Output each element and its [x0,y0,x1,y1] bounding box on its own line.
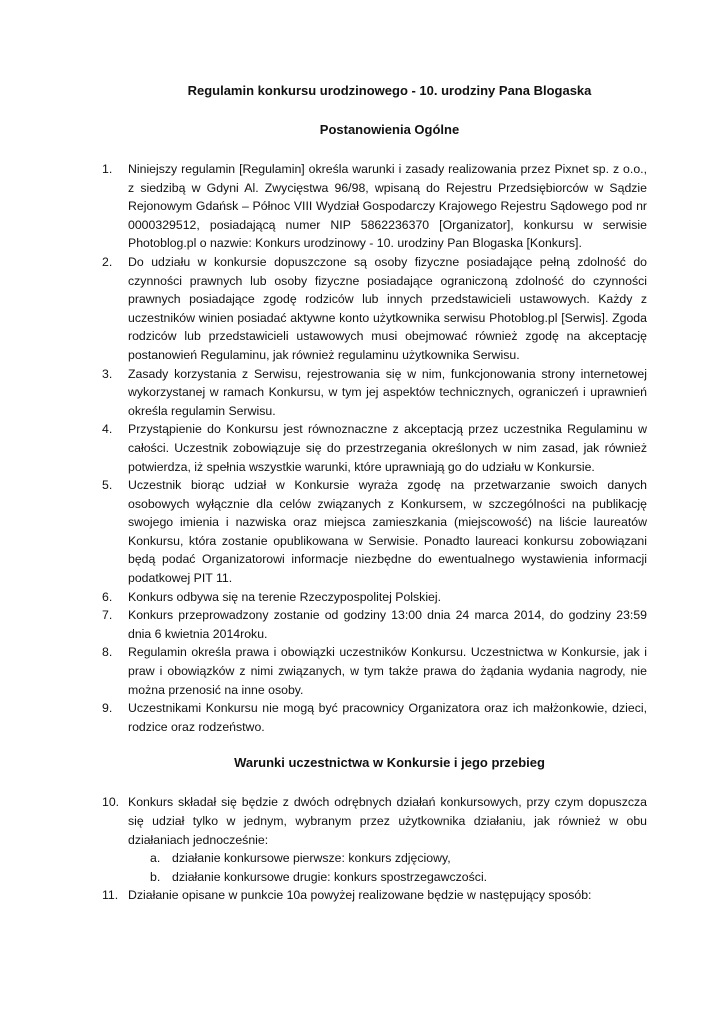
item-number: 10. [102,795,120,810]
item-text: Konkurs przeprowadzony zostanie od godziny 13:00 dnia 24 marca 2014, do godziny 23:59 dnia 6 kwietnia 2014roku. [128,608,647,641]
item-number: 11. [102,888,119,903]
section-heading-general: Postanowienia Ogólne [319,122,460,137]
sub-item-text: działanie konkursowe pierwsze: konkurs zdjęciowy, [172,851,451,866]
list-item [102,365,647,421]
item-number: 2. [102,254,113,269]
item-text: Uczestnikami Konkursu nie mogą być pracownicy Organizatora oraz ich małżonkowie, dzieci, rodzice oraz rodzeństwo. [128,701,647,734]
item-number: 6. [102,589,113,604]
conditions-list [102,793,647,905]
general-provisions-list [102,160,647,736]
sub-list-item [128,868,647,887]
item-text: Uczestnik biorąc udział w Konkursie wyraża zgodę na przetwarzanie swoich danych osobowych wyłącznie dla celów związanych z Konkursem, w szczególności na publikację swojego imienia i nazwiska oraz miejsca zamieszkania (miejscowość) na liście laureatów Konkursu, która zostanie opublikowana w Serwisie. Ponadto laureaci konkursu zobowiązani będą podać Organizatorowi informacje niezbędne do ewentualnego wystawienia informacji podatkowej PIT 11. [128,478,647,586]
list-item [102,588,647,607]
item-text: Do udziału w konkursie dopuszczone są osoby fizyczne posiadające pełną zdolność do czynności prawnych lub osoby fizyczne posiadające ograniczoną zdolność do czynności prawnych posiadające zgodę rodziców lub innych przedstawicieli ustawowych. Każdy z uczestników winien posiadać aktywne konto użytkownika serwisu Photoblog.pl [Serwis]. Zgoda rodziców lub przedstawicieli ustawowych musi obejmować również zgodę na akceptację postanowień Regulaminu, jak również regulaminu użytkownika Serwisu. [128,254,647,362]
section-heading-conditions: Warunki uczestnictwa w Konkursie i jego przebieg [234,755,545,771]
sub-item-letter: a. [150,851,161,866]
item-number: 9. [102,701,113,716]
list-item [102,643,647,699]
item-number: 3. [102,366,113,381]
list-item [102,420,647,476]
item-text: Zasady korzystania z Serwisu, rejestrowania się w nim, funkcjonowania strony internetowej wykorzystanej w ramach Konkursu, w tym jej aspektów technicznych, ograniczeń i uprawnień określa regulamin Serwisu. [128,366,647,418]
item-number: 5. [102,478,113,493]
item-text: Niniejszy regulamin [Regulamin] określa warunki i zasady realizowania przez Pixnet sp. z o.o., z siedzibą w Gdyni Al. Zwycięstwa 96/98, wpisaną do Rejestru Przedsiębiorców w Sądzie Rejonowym Gdańsk – Północ VIII Wydział Gospodarczy Krajowego Rejestru Sądowego pod nr 0000329512, posiadającą numer NIP 5862236370 [Organizator], konkursu w serwisie Photoblog.pl o nazwie: Konkurs urodzinowy - 10. urodziny Pan Blogaska [Konkurs]. [128,162,647,251]
item-number: 1. [102,162,113,176]
list-item [102,793,647,886]
item-number: 7. [102,608,113,623]
list-item [102,699,647,736]
item-text: Działanie opisane w punkcie 10a powyżej realizowane będzie w następujący sposób: [128,888,592,903]
list-item [102,886,647,905]
list-item [102,253,647,365]
document-title: Regulamin konkursu urodzinowego - 10. urodziny Pana Blogaska [187,83,592,98]
item-text: Przystąpienie do Konkursu jest równoznaczne z akceptacją przez uczestnika Regulaminu w całości. Uczestnik zobowiązuje się do przestrzegania określonych w nim zasad, jak również potwierdza, iż spełnia wszystkie warunki, które uprawniają go do udziału w Konkursie. [128,422,647,474]
sub-list-item [128,849,647,868]
list-item [102,476,647,588]
sub-item-text: działanie konkursowe drugie: konkurs spostrzegawczości. [172,869,488,884]
item-text: Konkurs odbywa się na terenie Rzeczypospolitej Polskiej. [128,589,442,604]
list-item [102,160,647,253]
sub-item-letter: b. [150,869,161,884]
item-text: Regulamin określa prawa i obowiązki uczestników Konkursu. Uczestnictwa w Konkursie, jak i praw i obowiązków z nimi związanych, w tym także prawa do żądania wydania nagrody, nie można przenosić na inne osoby. [128,645,647,697]
sub-list [128,849,647,886]
item-number: 4. [102,422,113,437]
item-number: 8. [102,645,113,660]
item-text: Konkurs składał się będzie z dwóch odrębnych działań konkursowych, przy czym dopuszcza się udział tylko w jednym, wybranym przez użytkownika działaniu, jak również w obu działaniach jednocześnie: [128,795,647,847]
list-item [102,606,647,643]
